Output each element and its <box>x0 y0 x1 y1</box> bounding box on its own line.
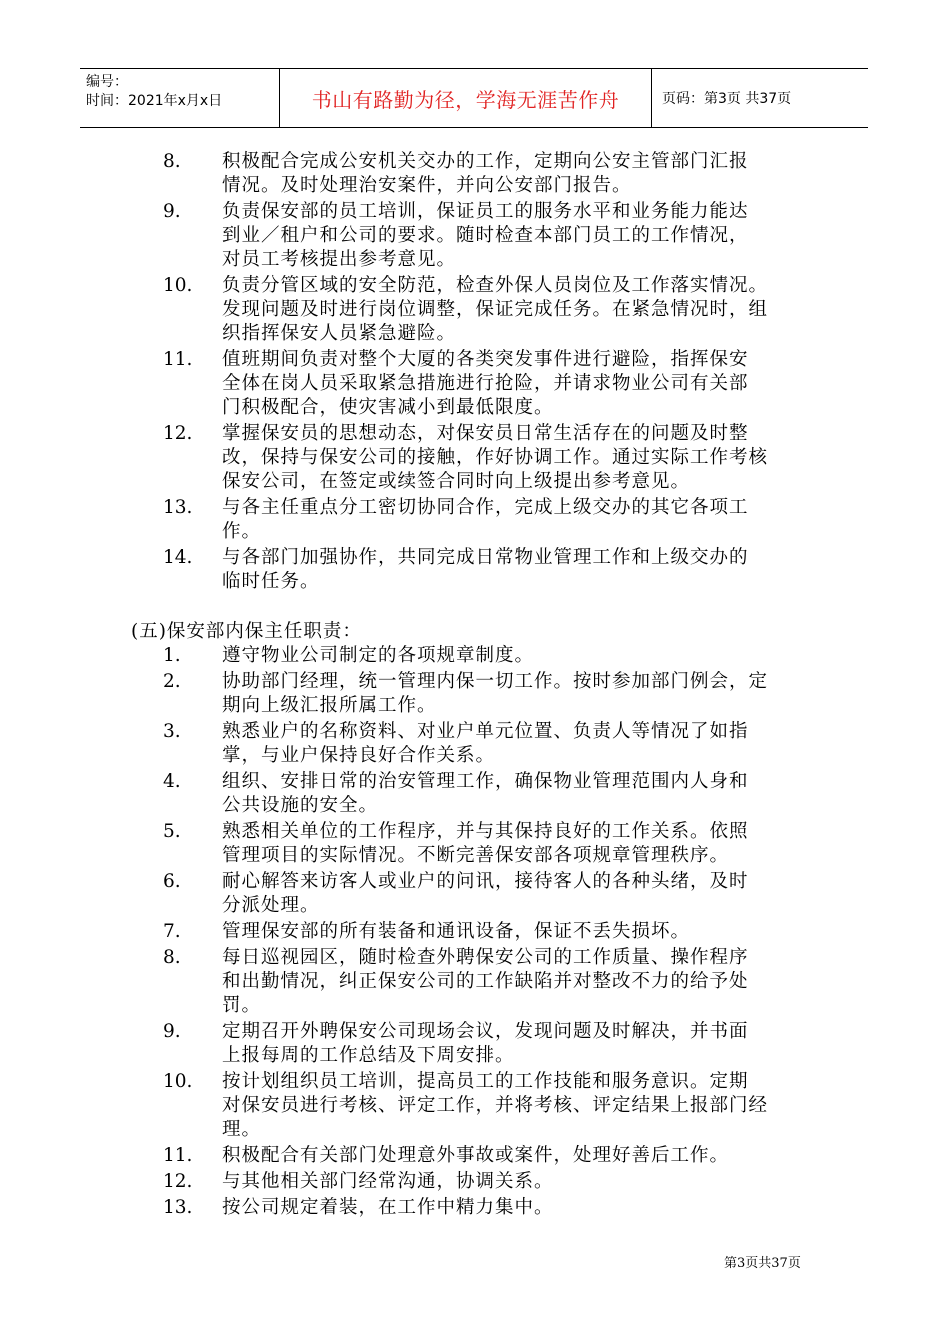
list-item <box>0 820 950 868</box>
list-item-number: 1. <box>163 645 181 666</box>
list-item-number: 11. <box>163 1145 193 1166</box>
list-item <box>0 496 950 544</box>
list-item <box>0 1144 950 1168</box>
text-line: 协助部门经理，统一管理内保一切工作。按时参加部门例会，定 <box>222 671 769 692</box>
document-body <box>0 150 950 1222</box>
text-line: 按计划组织员工培训，提高员工的工作技能和服务意识。定期 <box>222 1071 749 1092</box>
text-line: 织指挥保安人员紧急避险。 <box>222 323 457 344</box>
list-item-number: 10. <box>163 275 193 296</box>
list-item-text <box>222 870 826 918</box>
list-item-text <box>222 200 826 272</box>
page-footer: 第3页共37页 <box>724 1256 801 1271</box>
list-item-number: 3. <box>163 721 181 742</box>
text-line: 负责保安部的员工培训，保证员工的服务水平和业务能力能达 <box>222 201 749 222</box>
text-line: 熟悉相关单位的工作程序，并与其保持良好的工作关系。依照 <box>222 821 749 842</box>
text-line: 上报每周的工作总结及下周安排。 <box>222 1045 515 1066</box>
list-item <box>0 274 950 346</box>
list-item-text <box>222 946 826 1018</box>
list-item <box>0 720 950 768</box>
list-item-text <box>222 348 826 420</box>
list-item <box>0 422 950 494</box>
text-line: 作。 <box>222 521 262 542</box>
section-title: (五)保安部内保主任职责： <box>131 621 362 642</box>
text-line: 与其他相关部门经常沟通，协调关系。 <box>222 1171 554 1192</box>
text-line: 耐心解答来访客人或业户的问讯，接待客人的各种头绪，及时 <box>222 871 749 892</box>
list-item-text <box>222 1170 826 1194</box>
text-line: 全体在岗人员采取紧急措施进行抢险，并请求物业公司有关部 <box>222 373 749 394</box>
text-line: 对保安员进行考核、评定工作，并将考核、评定结果上报部门经 <box>222 1095 769 1116</box>
list-item-text <box>222 670 826 718</box>
text-line: 情况。及时处理治安案件，并向公安部门报告。 <box>222 175 632 196</box>
list-item-number: 6. <box>163 871 181 892</box>
text-line: 与各主任重点分工密切协同合作，完成上级交办的其它各项工 <box>222 497 749 518</box>
header-number-label: 编号： <box>86 74 128 90</box>
header-time-label: 时间：2021年x月x日 <box>86 93 223 109</box>
list-item-text <box>222 1070 826 1142</box>
list-item-number: 2. <box>163 671 181 692</box>
duty-list-b <box>0 644 950 1222</box>
text-line: 公共设施的安全。 <box>222 795 379 816</box>
list-item-text <box>222 770 826 818</box>
list-item <box>0 870 950 918</box>
duty-list-a <box>0 150 950 596</box>
list-item-text <box>222 820 826 868</box>
text-line: 熟悉业户的名称资料、对业户单元位置、负责人等情况了如指 <box>222 721 749 742</box>
list-item-number: 12. <box>163 1171 193 1192</box>
list-item <box>0 200 950 272</box>
text-line: 期向上级汇报所属工作。 <box>222 695 437 716</box>
text-line: 管理保安部的所有装备和通讯设备，保证不丢失损坏。 <box>222 921 691 942</box>
list-item-number: 8. <box>163 947 181 968</box>
text-line: 积极配合有关部门处理意外事故或案件，处理好善后工作。 <box>222 1145 730 1166</box>
header-slogan: 书山有路勤为径，学海无涯苦作舟 <box>280 69 652 127</box>
text-line: 掌握保安员的思想动态，对保安员日常生活存在的问题及时整 <box>222 423 749 444</box>
list-item <box>0 920 950 944</box>
list-item-number: 10. <box>163 1071 193 1092</box>
list-item-number: 13. <box>163 1197 193 1218</box>
text-line: 改，保持与保安公司的接触，作好协调工作。通过实际工作考核 <box>222 447 769 468</box>
list-item-text <box>222 496 826 544</box>
list-item-text <box>222 274 826 346</box>
text-line: 按公司规定着装，在工作中精力集中。 <box>222 1197 554 1218</box>
header-page-label: 页码：第3页 共37页 <box>662 91 792 107</box>
list-item-text <box>222 1144 826 1168</box>
list-item-number: 13. <box>163 497 193 518</box>
list-item-number: 14. <box>163 547 193 568</box>
list-item <box>0 150 950 198</box>
list-item-number: 9. <box>163 201 181 222</box>
list-item <box>0 946 950 1018</box>
text-line: 积极配合完成公安机关交办的工作，定期向公安主管部门汇报 <box>222 151 749 172</box>
text-line: 门积极配合，使灾害减小到最低限度。 <box>222 397 554 418</box>
header-meta <box>80 69 280 127</box>
list-item-number: 9. <box>163 1021 181 1042</box>
text-line: 定期召开外聘保安公司现场会议，发现问题及时解决，并书面 <box>222 1021 749 1042</box>
text-line: 对员工考核提出参考意见。 <box>222 249 457 270</box>
list-item <box>0 1170 950 1194</box>
document-header <box>80 68 868 128</box>
list-item-text <box>222 546 826 594</box>
list-item <box>0 670 950 718</box>
text-line: 掌，与业户保持良好合作关系。 <box>222 745 496 766</box>
text-line: 理。 <box>222 1119 262 1140</box>
list-item-text <box>222 1020 826 1068</box>
list-item <box>0 1070 950 1142</box>
list-item <box>0 348 950 420</box>
list-item-text <box>222 920 826 944</box>
list-item <box>0 770 950 818</box>
text-line: 临时任务。 <box>222 571 320 592</box>
text-line: 每日巡视园区，随时检查外聘保安公司的工作质量、操作程序 <box>222 947 749 968</box>
list-item-text <box>222 150 826 198</box>
list-item-number: 7. <box>163 921 181 942</box>
list-item-number: 4. <box>163 771 181 792</box>
list-item <box>0 644 950 668</box>
list-item-number: 11. <box>163 349 193 370</box>
text-line: 分派处理。 <box>222 895 320 916</box>
list-item-number: 12. <box>163 423 193 444</box>
text-line: 和出勤情况，纠正保安公司的工作缺陷并对整改不力的给予处 <box>222 971 749 992</box>
list-item-number: 5. <box>163 821 181 842</box>
text-line: 组织、安排日常的治安管理工作，确保物业管理范围内人身和 <box>222 771 749 792</box>
list-item-text <box>222 644 826 668</box>
list-item-text <box>222 720 826 768</box>
text-line: 到业／租户和公司的要求。随时检查本部门员工的工作情况， <box>222 225 749 246</box>
list-item-text <box>222 1196 826 1220</box>
list-item <box>0 1196 950 1220</box>
text-line: 管理项目的实际情况。不断完善保安部各项规章管理秩序。 <box>222 845 730 866</box>
text-line: 遵守物业公司制定的各项规章制度。 <box>222 645 535 666</box>
text-line: 值班期间负责对整个大厦的各类突发事件进行避险，指挥保安 <box>222 349 749 370</box>
text-line: 保安公司，在签定或续签合同时向上级提出参考意见。 <box>222 471 691 492</box>
list-item <box>0 1020 950 1068</box>
text-line: 与各部门加强协作，共同完成日常物业管理工作和上级交办的 <box>222 547 749 568</box>
text-line: 罚。 <box>222 995 262 1016</box>
list-item <box>0 546 950 594</box>
text-line: 负责分管区域的安全防范，检查外保人员岗位及工作落实情况。 <box>222 275 769 296</box>
text-line: 发现问题及时进行岗位调整，保证完成任务。在紧急情况时，组 <box>222 299 769 320</box>
list-item-number: 8. <box>163 151 181 172</box>
list-item-text <box>222 422 826 494</box>
